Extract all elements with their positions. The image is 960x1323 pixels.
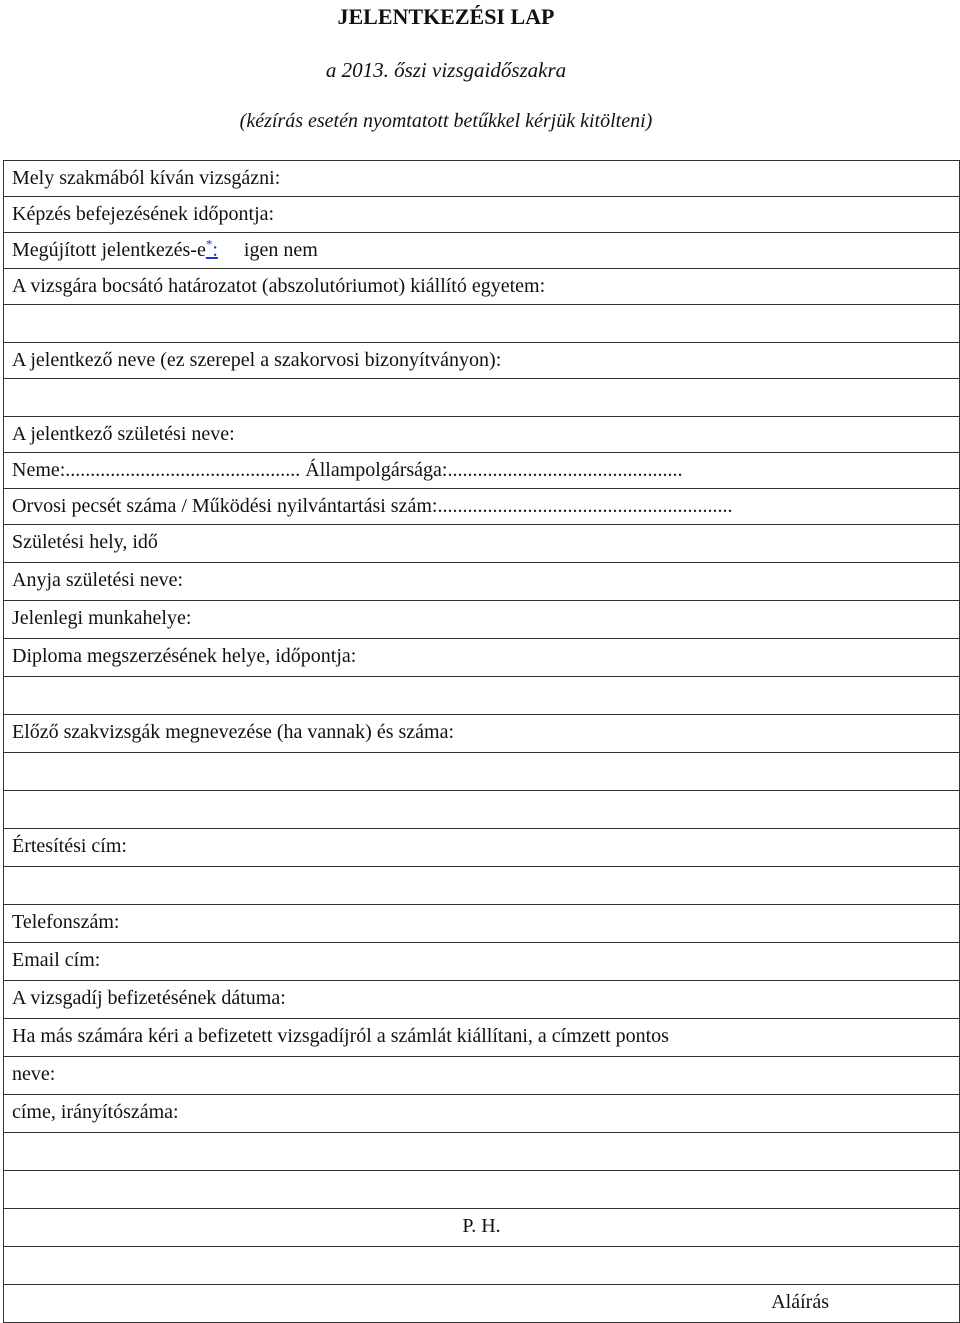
field-label: A jelentkező születési neve: [12,423,235,445]
blank-line[interactable] [4,1171,959,1209]
field-label: Ha más számára kéri a befizetett vizsgadíjról a számlát kiállítani, a címzett pontos [12,1025,669,1047]
field-diploma[interactable] [4,639,959,677]
blank-line[interactable] [4,753,959,791]
field-nev[interactable] [4,343,959,379]
field-email[interactable] [4,943,959,981]
field-szuletesi-nev[interactable] [4,417,959,453]
blank-line[interactable] [4,867,959,905]
field-label: Neme:............................................... Állampolgársága:............................................... [12,459,683,481]
field-cimzett-cime[interactable] [4,1095,959,1133]
field-label: Diploma megszerzésének helye, időpontja: [12,645,357,667]
signature-label: Aláírás [771,1291,829,1313]
blank-line[interactable] [4,677,959,715]
field-szamla-kerese[interactable] [4,1019,959,1057]
field-megujitott[interactable] [4,233,959,269]
field-label: Megújított jelentkezés-e [12,239,206,261]
field-label: Anyja születési neve: [12,569,184,591]
field-kepzes[interactable] [4,197,959,233]
field-elozo-szakvizsgak[interactable] [4,715,959,753]
field-munkahely[interactable] [4,601,959,639]
footnote-colon: : [212,239,218,261]
field-label: neve: [12,1063,56,1085]
field-ertesitesi-cim[interactable] [4,829,959,867]
blank-line[interactable] [4,1247,959,1285]
footnote-link[interactable] [205,236,218,261]
field-label: címe, irányítószáma: [12,1101,179,1123]
field-vizsgadij-datum[interactable] [4,981,959,1019]
field-label: Mely szakmából kíván vizsgázni: [12,167,281,189]
field-label: Előző szakvizsgák megnevezése (ha vannak) és száma: [12,721,455,743]
blank-line[interactable] [4,791,959,829]
field-label: Értesítési cím: [12,835,127,857]
field-telefon[interactable] [4,905,959,943]
field-label: Telefonszám: [12,911,120,933]
field-cimzett-neve[interactable] [4,1057,959,1095]
field-label: A vizsgadíj befizetésének dátuma: [12,987,286,1009]
field-label: Email cím: [12,949,101,971]
field-label: A vizsgára bocsátó határozatot (abszolutóriumot) kiállító egyetem: [12,275,546,297]
blank-line[interactable] [4,379,959,417]
field-neme-allampolgarsag[interactable] [4,453,959,489]
stamp-row [4,1209,959,1247]
field-egyetem[interactable] [4,269,959,305]
field-szuletesi-hely[interactable] [4,525,959,563]
field-orvosi-pecset[interactable] [4,489,959,525]
stamp-label: P. H. [462,1215,501,1237]
blank-line[interactable] [4,1133,959,1171]
field-label: Születési hely, idő [12,531,158,553]
field-szakma[interactable] [4,161,959,197]
page-title: JELENTKEZÉSI LAP [337,4,555,29]
field-label: Jelenlegi munkahelye: [12,607,192,629]
page-subtitle: a 2013. őszi vizsgaidőszakra [325,58,567,82]
signature-row[interactable] [4,1285,959,1323]
application-form [3,160,960,1323]
footnote-mark: * [205,236,213,252]
field-label: Orvosi pecsét száma / Működési nyilvántartási szám:........................................................... [12,495,733,517]
fill-instruction: (kézírás esetén nyomtatott betűkkel kérjük kitölteni) [239,110,653,132]
blank-line[interactable] [4,305,959,343]
field-label: Képzés befejezésének időpontja: [12,203,275,225]
yes-no-options[interactable]: igen nem [243,239,318,261]
field-label: A jelentkező neve (ez szerepel a szakorvosi bizonyítványon): [12,349,502,371]
field-anyja-neve[interactable] [4,563,959,601]
